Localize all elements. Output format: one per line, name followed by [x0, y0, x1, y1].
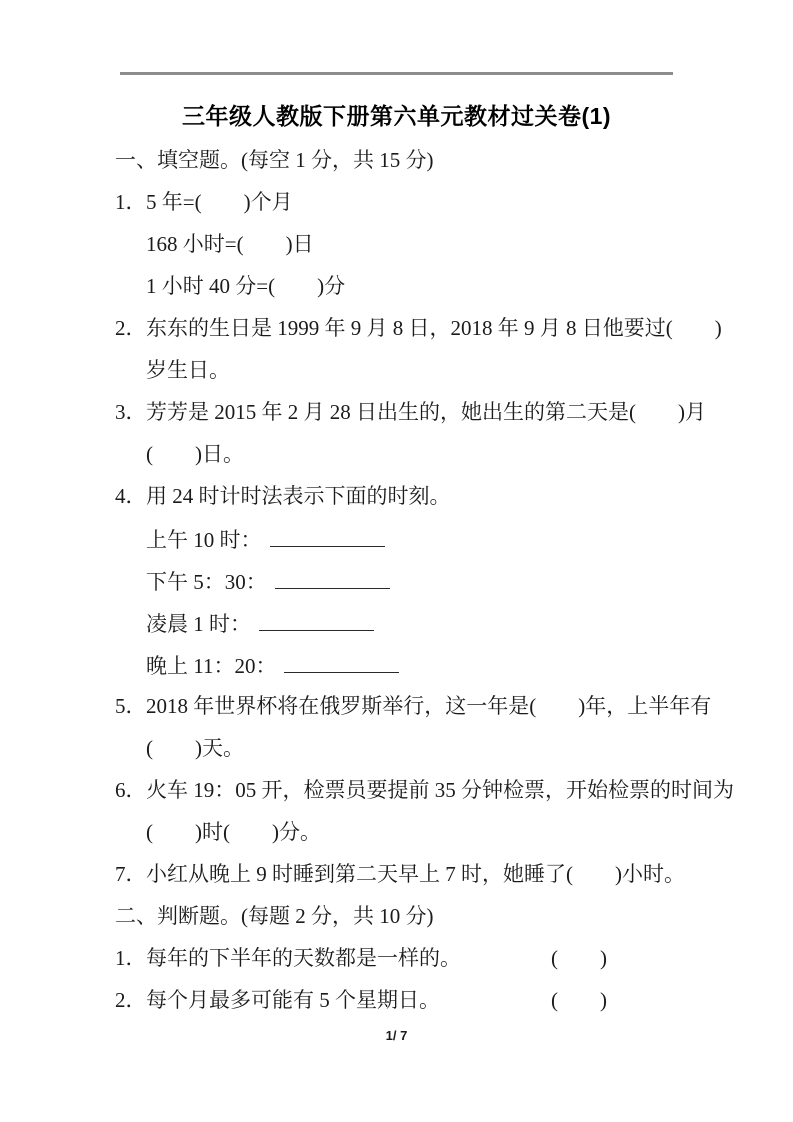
question-number: 4． — [115, 484, 147, 508]
question-line — [115, 307, 722, 349]
answer-paren: ( ) — [551, 988, 607, 1012]
question-text: 用 24 时计时法表示下面的时刻。 — [146, 484, 451, 508]
question-number: 1． — [115, 190, 147, 214]
fill-blank-row — [115, 517, 677, 559]
question-line: ( )日。 — [146, 442, 244, 466]
question-text: 芳芳是 2015 年 2 月 28 日出生的，她出生的第二天是( )月 — [146, 400, 706, 424]
question-line — [115, 181, 677, 223]
blank-label: 上午 10 时： — [146, 528, 262, 552]
question-number: 3． — [115, 400, 147, 424]
question-line: 岁生日。 — [146, 358, 230, 382]
judgement-line — [115, 979, 677, 1021]
judgement-line — [115, 937, 677, 979]
section-1-heading: 一、填空题。(每空 1 分，共 15 分) — [115, 148, 434, 172]
question-text: 每年的下半年的天数都是一样的。 — [146, 946, 461, 970]
question-number: 1． — [115, 946, 147, 970]
fill-blank-row — [115, 643, 677, 685]
question-text: 小红从晚上 9 时睡到第二天早上 7 时，她睡了( )小时。 — [146, 862, 685, 886]
question-number: 2． — [115, 988, 147, 1012]
question-text: 每个月最多可能有 5 个星期日。 — [146, 988, 440, 1012]
question-line: ( )天。 — [146, 736, 244, 760]
fill-blank-row — [115, 601, 677, 643]
document-content — [115, 139, 734, 1021]
question-line — [115, 475, 677, 517]
question-text: 东东的生日是 1999 年 9 月 8 日，2018 年 9 月 8 日他要过( ) — [146, 316, 722, 340]
question-line: 168 小时=( )日 — [146, 232, 314, 256]
blank-label: 晚上 11：20： — [146, 654, 277, 678]
question-line — [115, 769, 734, 811]
header-rule — [120, 72, 673, 75]
question-number: 5． — [115, 694, 147, 718]
question-text: 火车 19：05 开，检票员要提前 35 分钟检票，开始检票的时间为 — [146, 778, 734, 802]
blank-label: 凌晨 1 时： — [146, 612, 251, 636]
question-number: 2． — [115, 316, 147, 340]
fill-blank-row — [115, 559, 677, 601]
answer-blank-line — [270, 517, 385, 547]
question-line: ( )时( )分。 — [146, 820, 321, 844]
question-line — [115, 853, 685, 895]
page-number: 1/ 7 — [385, 1028, 408, 1043]
page-title: 三年级人教版下册第六单元教材过关卷(1) — [181, 103, 612, 129]
question-text: 2018 年世界杯将在俄罗斯举行，这一年是( )年，上半年有 — [146, 694, 712, 718]
question-line: 1 小时 40 分=( )分 — [146, 274, 346, 298]
answer-blank-line — [275, 559, 390, 589]
question-number: 6． — [115, 778, 147, 802]
question-text: 5 年=( )个月 — [146, 190, 293, 214]
question-line — [115, 685, 712, 727]
blank-label: 下午 5：30： — [146, 570, 267, 594]
question-line — [115, 391, 706, 433]
section-2-heading: 二、判断题。(每题 2 分，共 10 分) — [115, 904, 434, 928]
answer-blank-line — [284, 643, 399, 673]
answer-blank-line — [259, 601, 374, 631]
answer-paren: ( ) — [551, 946, 607, 970]
question-number: 7． — [115, 862, 147, 886]
